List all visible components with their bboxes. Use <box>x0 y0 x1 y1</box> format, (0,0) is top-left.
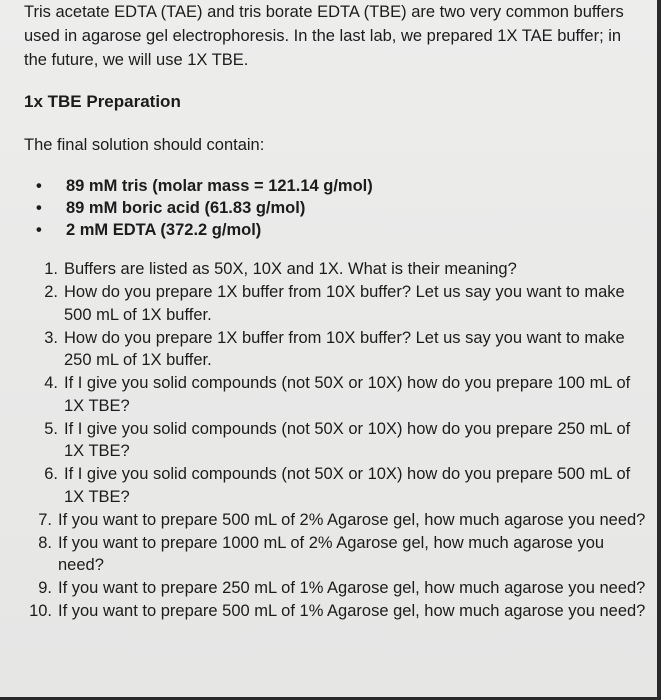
list-item: • 89 mM tris (molar mass = 121.14 g/mol) <box>24 175 624 197</box>
question-item <box>0 281 650 326</box>
question-text: If you want to prepare 250 mL of 1% Agarose gel, how much agarose you need? <box>58 579 646 597</box>
question-text: If I give you solid compounds (not 50X or 10X) how do you prepare 500 mL of 1X TBE? <box>64 465 631 506</box>
question-number: 2. <box>44 283 58 301</box>
question-number: 4. <box>44 374 58 392</box>
question-item <box>0 258 650 281</box>
question-text: If you want to prepare 1000 mL of 2% Agarose gel, how much agarose you need? <box>58 533 605 574</box>
intro-paragraph: Tris acetate EDTA (TAE) and tris borate EDTA (TBE) are two very common buffers used in agarose gel electrophoresis. In the last lab, we prepared 1X TAE buffer; in the future, we will use 1X TBE. <box>24 3 624 69</box>
question-text: How do you prepare 1X buffer from 10X buffer? Let us say you want to make 250 mL of 1X buffer. <box>64 328 625 369</box>
question-item <box>0 327 650 372</box>
question-text: If you want to prepare 500 mL of 2% Agarose gel, how much agarose you need? <box>58 510 646 529</box>
question-number: 8. <box>38 533 52 552</box>
question-number: 6. <box>44 465 58 483</box>
list-item: • 2 mM EDTA (372.2 g/mol) <box>24 219 624 241</box>
question-text: If I give you solid compounds (not 50X or 10X) how do you prepare 100 mL of 1X TBE? <box>64 374 631 415</box>
question-item <box>0 532 650 577</box>
question-item <box>0 418 650 463</box>
components-list <box>24 175 624 241</box>
question-item <box>0 577 650 600</box>
question-number: 10. <box>29 602 52 620</box>
question-item <box>0 463 650 508</box>
question-text: If you want to prepare 500 mL of 1% Agarose gel, how much agarose you need? <box>58 602 646 620</box>
photo-edge-right <box>657 0 661 700</box>
question-number: 9. <box>38 579 52 597</box>
question-text: If I give you solid compounds (not 50X or 10X) how do you prepare 250 mL of 1X TBE? <box>64 419 631 460</box>
questions-list <box>0 258 650 623</box>
question-text: Buffers are listed as 50X, 10X and 1X. What is their meaning? <box>64 260 517 278</box>
question-item <box>0 600 650 623</box>
section-heading: 1x TBE Preparation <box>24 92 181 111</box>
question-number: 1. <box>44 260 58 278</box>
list-item: • 89 mM boric acid (61.83 g/mol) <box>24 197 624 219</box>
question-number: 5. <box>44 419 58 438</box>
question-number: 3. <box>44 328 58 347</box>
section-lead: The final solution should contain: <box>24 136 265 154</box>
question-text: How do you prepare 1X buffer from 10X buffer? Let us say you want to make 500 mL of 1X buffer. <box>64 283 625 324</box>
question-item <box>0 372 650 417</box>
question-item <box>0 509 650 532</box>
question-number: 7. <box>38 510 52 529</box>
